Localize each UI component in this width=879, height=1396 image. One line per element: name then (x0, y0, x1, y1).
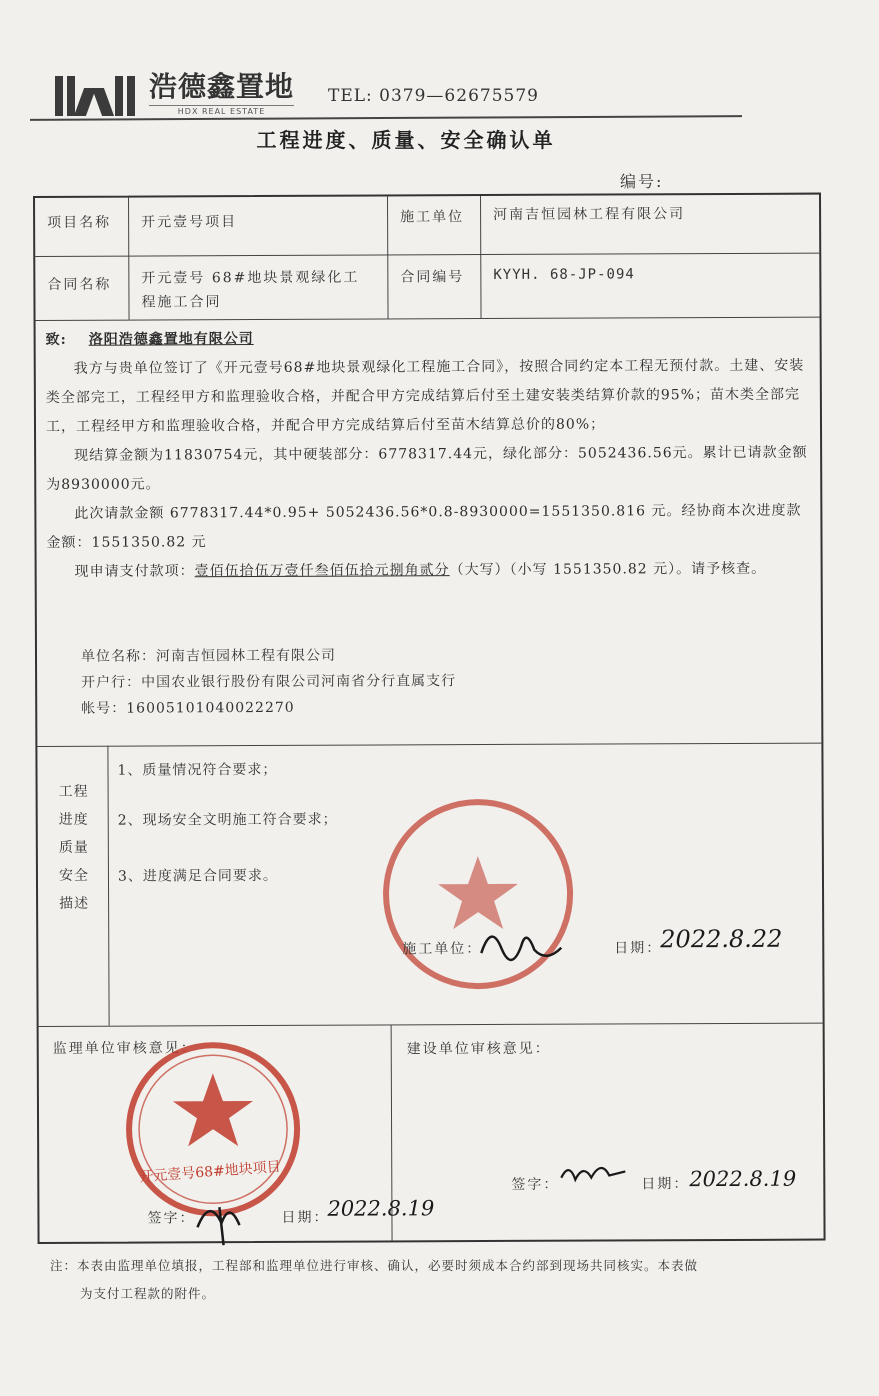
company-name-en: HDX REAL ESTATE (149, 105, 294, 116)
owner-signature-icon (555, 1153, 635, 1193)
payment-prefix: 现申请支付款项： (74, 563, 195, 580)
contract-name-label: 合同名称 (47, 276, 112, 293)
addressee-label: 致: (45, 331, 67, 348)
payment-amount-uppercase: 壹佰伍拾伍万壹仟叁佰伍拾元捌角贰分 (194, 562, 450, 580)
request-letter (46, 323, 811, 587)
supervisor-stamp-text: 开元壹号68#地块项目 (138, 1159, 282, 1186)
tel-number: 0379—62675579 (379, 86, 539, 106)
requirement-safety: 2、现场安全文明施工符合要求； (117, 811, 338, 829)
supervisor-date-label: 日期： (281, 1209, 330, 1226)
contract-number-value: KYYH. 68-JP-094 (493, 266, 635, 283)
telephone (328, 86, 539, 106)
paragraph-payment-request (47, 555, 811, 587)
project-name-value: 开元壹号项目 (141, 214, 238, 231)
requirement-quality: 1、质量情况符合要求； (117, 761, 278, 779)
paragraph-calculation: 此次请款金额 6778317.44*0.95+ 5052436.56*0.8-8930000=1551350.816 元。经协商本次进度款金额：1551350.82 元 (46, 502, 802, 551)
contract-number-label: 合同编号 (400, 269, 465, 286)
hdx-logo-icon (55, 76, 135, 116)
serial-number-label: 编号: (620, 172, 664, 191)
payment-suffix: （大写）（小写 1551350.82 元）。请予核查。 (449, 560, 767, 579)
contract-name-value-line2: 程施工合同 (141, 294, 222, 311)
contractor-date-value: 2022.8.22 (660, 924, 783, 954)
footnote-line1: 注：本表由监理单位填报，工程部和监理单位进行审核、确认，必要时须成本合约部到现场共同核实。本表做 (50, 1258, 699, 1273)
section-label: 工程 进度 质量 安全 描述 (58, 783, 90, 912)
contractor-signature-icon (476, 918, 566, 968)
project-name-label: 项目名称 (47, 214, 112, 231)
footnote (50, 1252, 830, 1308)
requirement-progress: 3、进度满足合同要求。 (117, 867, 278, 885)
owner-date-value: 2022.8.19 (689, 1166, 797, 1192)
paragraph-terms: 我方与贵单位签订了《开元壹号68#地块景观绿化工程施工合同》，按照合同约定本工程无预付款。土建、安装类全部完工，工程经甲方和监理验收合格，并配合甲方完成结算后付至土建安装类结算价款的95%；苗木类全部完工，工程经甲方和监理验收合格，并配合甲方完成结算后付至苗木结算总价的80%； (45, 357, 805, 435)
contractor-label: 施工单位 (400, 209, 465, 226)
addressee-name: 洛阳浩德鑫置地有限公司 (88, 331, 254, 348)
company-name-cn: 浩德鑫置地 (149, 70, 295, 103)
contractor-date-label: 日期： (614, 940, 663, 957)
form-table (33, 193, 826, 1244)
owner-opinion-label: 建设单位审核意见： (406, 1040, 551, 1058)
bank-branch: 开户行：中国农业银行股份有限公司河南省分行直属支行 (81, 673, 457, 691)
supervisor-sign-label: 签字： (147, 1210, 196, 1227)
owner-date-label: 日期： (641, 1176, 690, 1193)
footnote-line2: 为支付工程款的附件。 (80, 1286, 216, 1301)
company-logo (55, 72, 294, 116)
document-title: 工程进度、质量、安全确认单 (256, 128, 556, 152)
contractor-value: 河南吉恒园林工程有限公司 (493, 206, 686, 223)
bank-info (81, 642, 456, 722)
bank-account: 帐号：16005101040022270 (81, 699, 295, 717)
owner-sign-label: 签字： (511, 1176, 560, 1193)
contractor-sign-label: 施工单位： (402, 941, 483, 958)
contract-name-value-line1: 开元壹号 68#地块景观绿化工 (141, 269, 360, 287)
supervisor-signature-icon (189, 1187, 259, 1247)
supervisor-opinion-label: 监理单位审核意见： (52, 1040, 197, 1057)
bank-unit-name: 单位名称：河南吉恒园林工程有限公司 (80, 647, 337, 665)
tel-label: TEL: (328, 86, 373, 106)
paragraph-settlement: 现结算金额为11830754元，其中硬装部分：6778317.44元，绿化部分：5052436.56元。累计已请款金额为8930000元。 (46, 444, 808, 493)
supervisor-date-value: 2022.8.19 (327, 1196, 435, 1221)
